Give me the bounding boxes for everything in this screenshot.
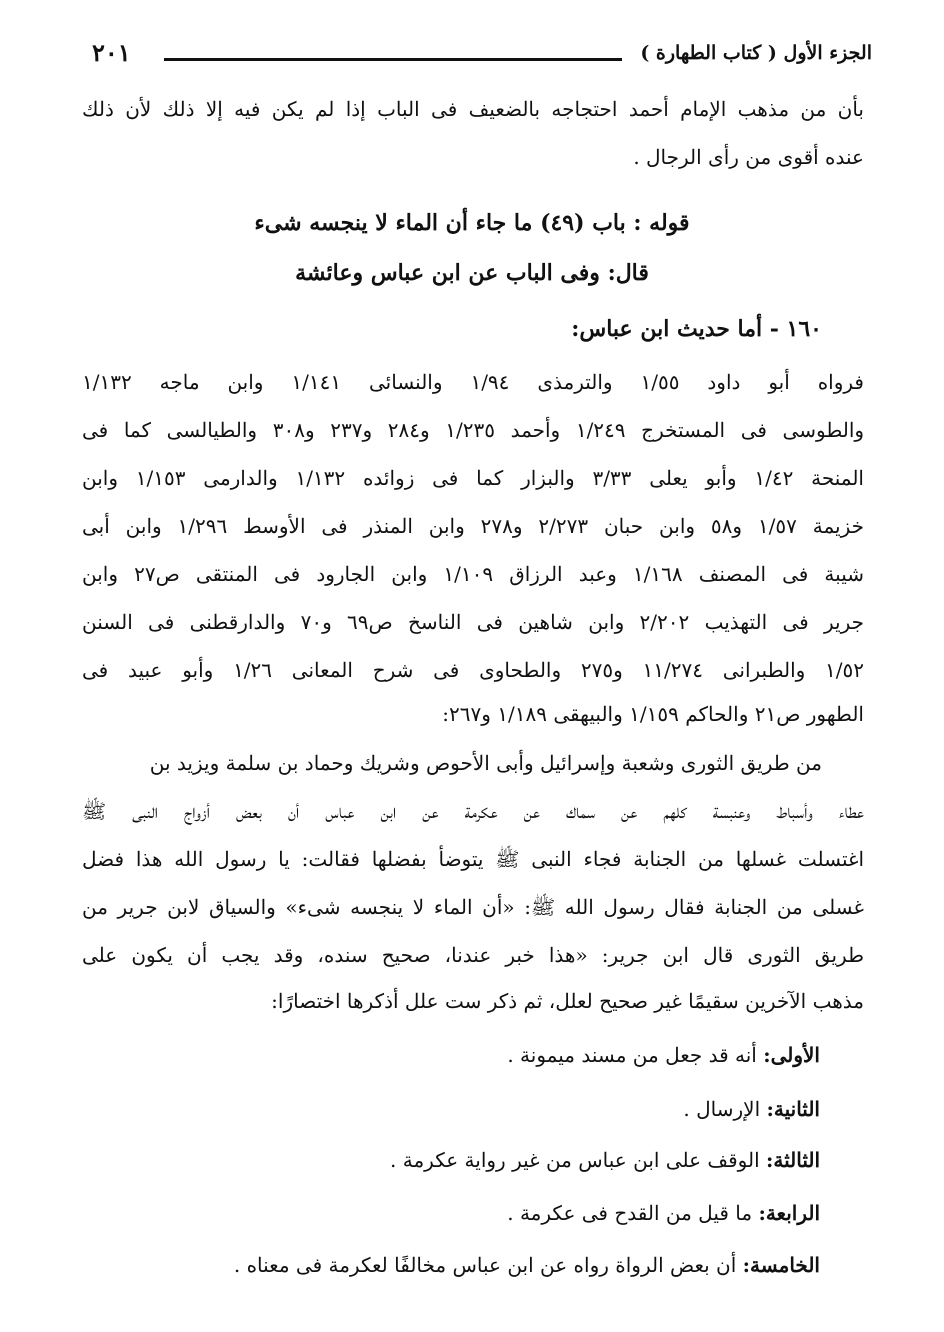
illa-text: ما قيل من القدح فى عكرمة . bbox=[507, 1201, 753, 1225]
header-rule bbox=[164, 58, 622, 61]
illa-text: الإرسال . bbox=[683, 1097, 761, 1121]
takhrij-line-2: والطوسى فى المستخرج ١/٢٤٩ وأحمد ١/٢٣٥ و٢٨٤ و٢٣٧ و٣٠٨ والطيالسى كما فى bbox=[82, 418, 865, 442]
illa-text: أنه قد جعل من مسند ميمونة . bbox=[507, 1043, 757, 1067]
takhrij-line-4: خزيمة ١/٥٧ و٥٨ وابن حبان ٢/٢٧٣ و٢٧٨ وابن المنذر فى الأوسط ١/٢٩٦ وابن أبى bbox=[82, 514, 865, 538]
page-header bbox=[92, 38, 872, 74]
illa-label: الثالثة: bbox=[765, 1148, 820, 1172]
takhrij-line-8: الطهور ص٢١ والحاكم ١/١٥٩ والبيهقى ١/١٨٩ و٢٦٧: bbox=[442, 702, 864, 726]
takhrij-line-3: المنحة ١/٤٢ وأبو يعلى ٣/٣٣ والبزار كما فى زوائده ١/١٣٢ والدارمى ١/١٥٣ وابن bbox=[82, 466, 864, 490]
illa-label: الخامسة: bbox=[742, 1253, 820, 1277]
tariq-line-2: عطاء وأسباط وعنبسة كلهم عن سماك عن عكرمة عن ابن عباس أن بعض أزواج النبى ﷺ bbox=[82, 799, 864, 823]
illa-label: الرابعة: bbox=[758, 1201, 820, 1225]
illa-2 bbox=[683, 1094, 820, 1124]
illa-1 bbox=[507, 1040, 820, 1070]
intro-line-2: عنده أقوى من رأى الرجال . bbox=[633, 145, 864, 169]
takhrij-line-7: ١/٥٢ والطبرانى ١١/٢٧٤ و٢٧٥ والطحاوى فى شرح المعانى ١/٢٦ وأبو عبيد فى bbox=[82, 658, 865, 682]
tariq-line-4: غسلى من الجنابة فقال رسول الله ﷺ: «أن الماء لا ينجسه شىء» والسياق لابن جرير من bbox=[82, 895, 864, 919]
bab-heading: قوله : باب (٤٩) ما جاء أن الماء لا ينجسه شىء bbox=[254, 210, 690, 236]
illa-text: الوقف على ابن عباس من غير رواية عكرمة . bbox=[390, 1148, 760, 1172]
tariq-line-3: اغتسلت غسلها من الجنابة فجاء النبى ﷺ يتوضأ بفضلها فقالت: يا رسول الله هذا فضل bbox=[82, 847, 864, 871]
takhrij-line-1: فرواه أبو داود ١/٥٥ والترمذى ١/٩٤ والنسائى ١/١٤١ وابن ماجه ١/١٣٢ bbox=[82, 370, 864, 394]
tariq-line-1: من طريق الثورى وشعبة وإسرائيل وأبى الأحوص وشريك وحماد بن سلمة ويزيد بن bbox=[149, 751, 822, 775]
illa-label: الأولى: bbox=[763, 1043, 820, 1067]
illa-text: أن بعض الرواة رواه عن ابن عباس مخالفًا لعكرمة فى معناه . bbox=[233, 1253, 737, 1277]
illa-5 bbox=[234, 1250, 820, 1280]
hadith-heading: ١٦٠ - أما حديث ابن عباس: bbox=[571, 316, 822, 342]
running-title: الجزء الأول ( كتاب الطهارة ) bbox=[640, 42, 872, 64]
illa-3 bbox=[390, 1145, 820, 1175]
tariq-line-5: طريق الثورى قال ابن جرير: «هذا خبر عندنا، صحيح سنده، وقد يجب أن يكون على bbox=[82, 943, 864, 967]
qala-heading: قال: وفى الباب عن ابن عباس وعائشة bbox=[295, 260, 649, 286]
illa-4 bbox=[507, 1198, 820, 1228]
illa-label: الثانية: bbox=[766, 1097, 820, 1121]
intro-line-1: بأن من مذهب الإمام أحمد احتجاجه بالضعيف فى الباب إذا لم يكن فيه إلا ذلك لأن ذلك bbox=[82, 97, 864, 121]
tariq-line-6: مذهب الآخرين سقيمًا غير صحيح لعلل، ثم ذكر ست علل أذكرها اختصارًا: bbox=[271, 989, 864, 1013]
takhrij-line-5: شيبة فى المصنف ١/١٦٨ وعبد الرزاق ١/١٠٩ وابن الجارود فى المنتقى ص٢٧ وابن bbox=[82, 562, 864, 586]
takhrij-line-6: جرير فى التهذيب ٢/٢٠٢ وابن شاهين فى الناسخ ص٦٩ و٧٠ والدارقطنى فى السنن bbox=[82, 610, 865, 634]
page-number: ٢٠١ bbox=[92, 38, 131, 67]
